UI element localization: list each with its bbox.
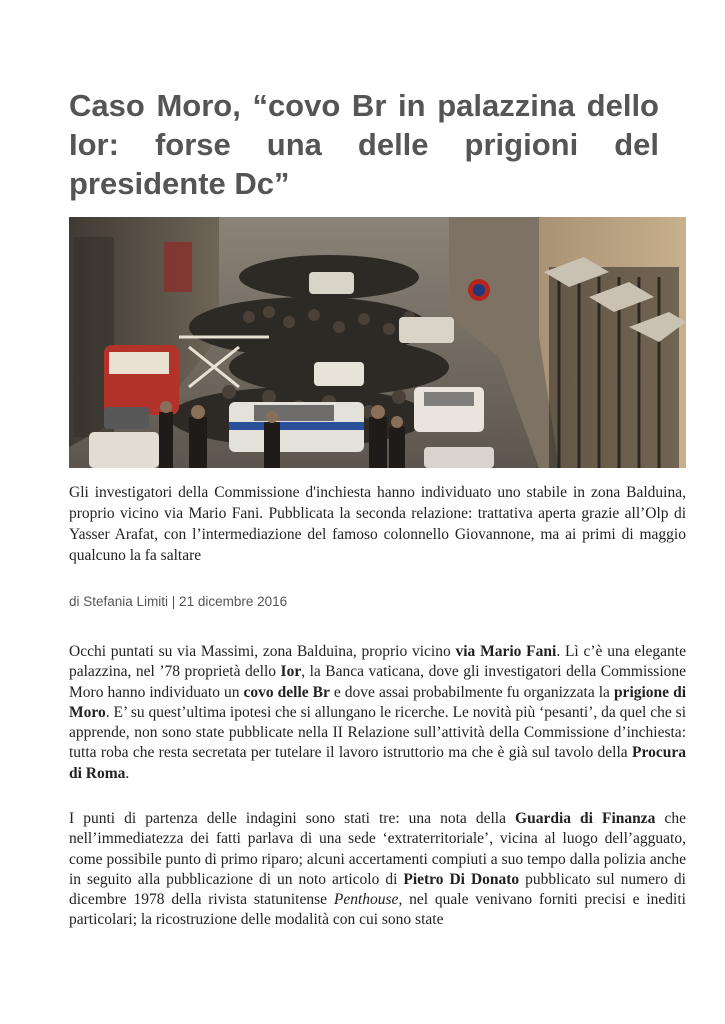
paragraph-text: . Lì c’è una elegante palazzina, nel ’78 proprietà dello <box>69 643 686 681</box>
paragraph-text: Occhi puntati su via Massimi, zona Balduina, proprio vicino <box>69 643 456 660</box>
bold-phrase: Guardia di Finanza <box>515 810 656 827</box>
article-headline: Caso Moro, “covo Br in palazzina dello Ior: forse una delle prigioni del presidente Dc” <box>69 88 659 201</box>
paragraph-text: I punti di partenza delle indagini sono stati tre: una nota della <box>69 810 516 827</box>
article-byline: di Stefania Limiti | 21 dicembre 2016 <box>69 594 288 609</box>
bold-phrase: via Mario Fani <box>455 643 557 660</box>
bold-phrase: Pietro Di Donato <box>403 870 520 888</box>
paragraph-text: . <box>125 764 130 782</box>
article-photo <box>69 217 686 468</box>
article-standfirst: Gli investigatori della Commissione d'inchiesta hanno individuato uno stabile in zona Balduina, proprio vicino via Mario Fani. Pubblicata la seconda relazione: trattativa aperta grazie all’Olp di Yasser Arafat, con l’intermediazione del famoso colonnello Giovannone, ma ai primi di maggio qualcuno la fa saltare <box>69 484 686 564</box>
paragraph-text: pubblicato sul numero di dicembre 1978 della rivista statunitense <box>69 870 686 909</box>
bold-phrase: prigione di Moro <box>69 683 686 721</box>
paragraph-text: , la Banca vaticana, dove gli investigatori della Commissione Moro hanno individuato un <box>69 663 687 701</box>
street-scene-photo <box>69 217 686 468</box>
article-paragraph-2 <box>69 809 686 931</box>
italic-phrase: Penthouse <box>333 891 399 909</box>
bold-phrase: covo delle Br <box>243 683 330 701</box>
paragraph-text: . E’ su quest’ultima ipotesi che si allungano le ricerche. Le novità più ‘pesanti’, da quel che si apprende, non sono state pubblicate nella II Relazione sull’attività della Commissione d’inchiesta: tutta roba che resta secretata per tutelare il lavoro istruttorio ma che è già sul tavolo della <box>69 703 686 762</box>
article-paragraph-1 <box>69 642 686 784</box>
paragraph-text: che nell’immediatezza dei fatti parlava di una sede ‘extraterritoriale’, vicina al luogo dell’agguato, come possibile punto di primo riparo; alcuni accertamenti compiuti a suo tempo dalla polizia anche in seguito alla pubblicazione di un noto articolo di <box>69 810 686 888</box>
bold-phrase: Ior <box>280 663 302 681</box>
paragraph-text: e dove assai probabilmente fu organizzata la <box>329 683 614 701</box>
bold-phrase: Procura di Roma <box>69 744 686 782</box>
paragraph-text: , nel quale venivano forniti precisi e inediti particolari; la ricostruzione delle modalità con cui sono state <box>69 891 686 929</box>
